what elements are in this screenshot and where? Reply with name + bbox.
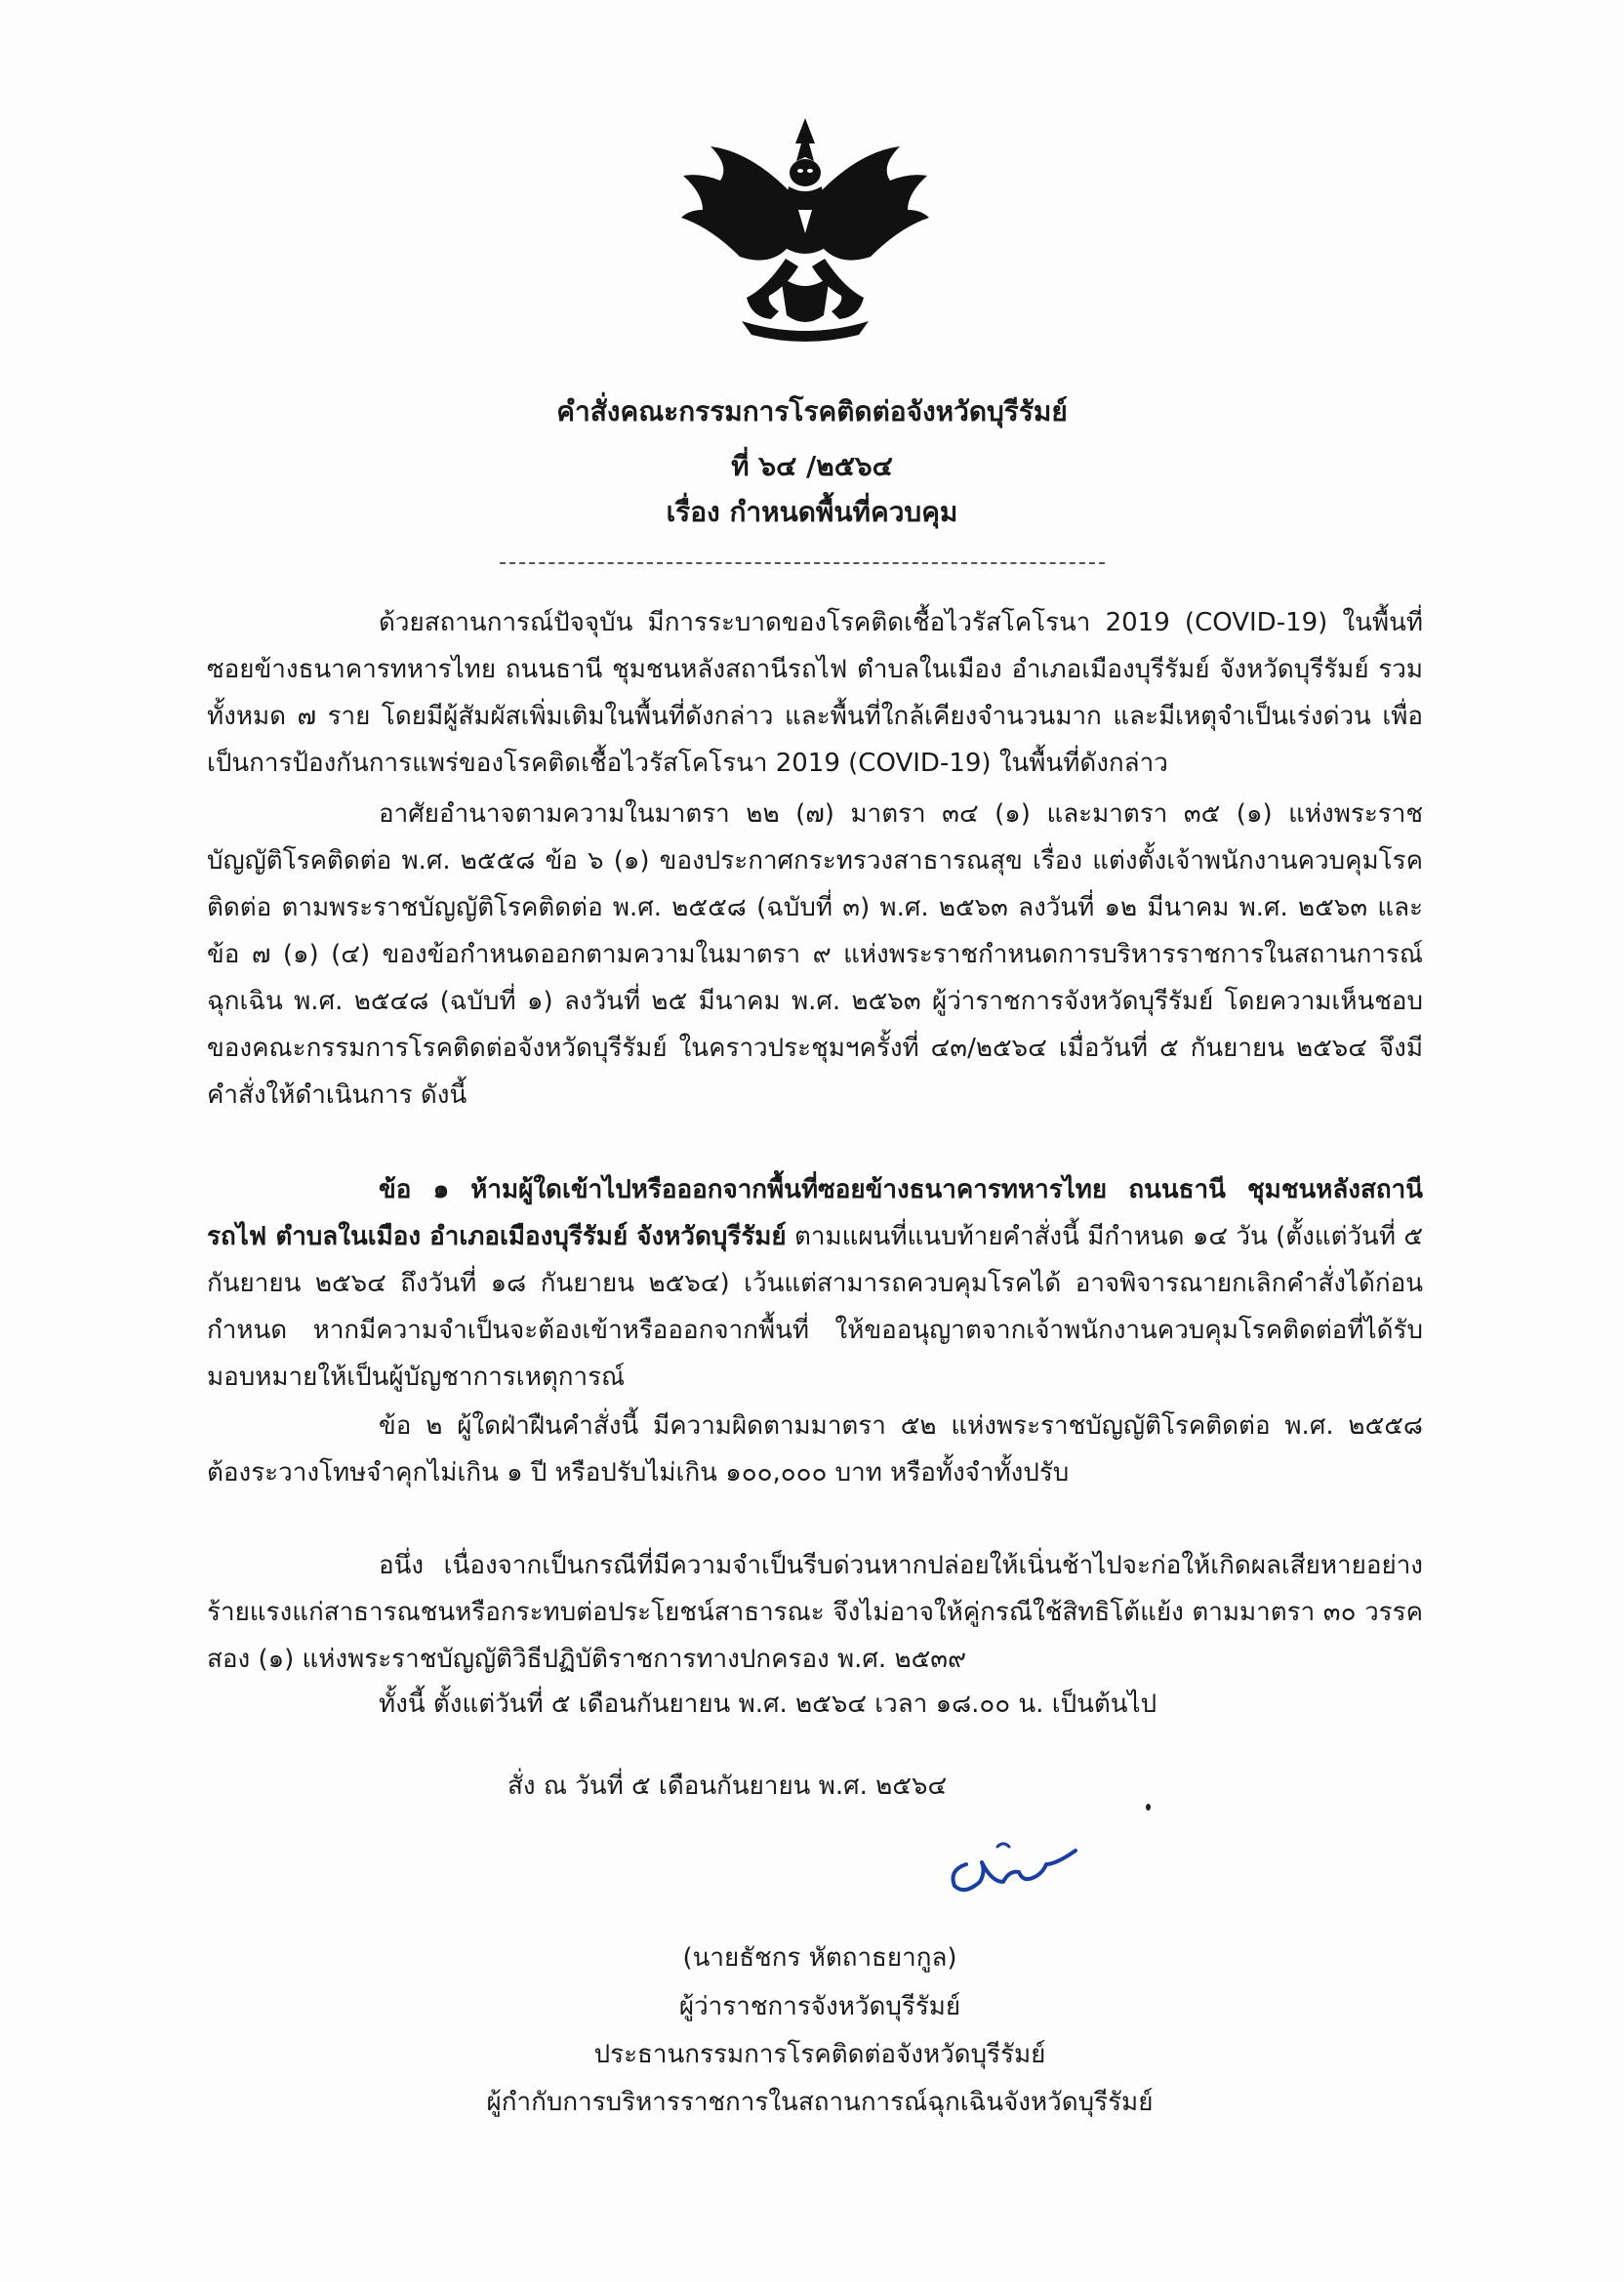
signatory-name: (นายธัชกร หัตถาธยากูล): [682, 1943, 957, 1973]
paragraph-situation: ด้วยสถานการณ์ปัจจุบัน มีการระบาดของโรคติดเชื้อไวรัสโคโรนา 2019 (COVID-19) ในพื้นที่ ซอยข้างธนาคารทหารไทย ถนนธานี ชุมชนหลังสถานีรถไฟ ตำบลในเมือง อำเภอเมืองบุรีรัมย์ จังหวัดบุรีรัมย์ รวมทั้งหมด ๗ ราย โดยมีผู้สัมผัสเพิ่มเติมในพื้นที่ดังกล่าว และพื้นที่ใกล้เคียงจำนวนมาก และมีเหตุจำเป็นเร่งด่วน เพื่อเป็นการป้องกันการแพร่ของโรคติดเชื้อไวรัสโคโรนา 2019 (COVID-19) ในพื้นที่ดังกล่าว: [207, 608, 1423, 778]
clause-1-bold-text: ข้อ ๑ ห้ามผู้ใดเข้าไปหรือออกจากพื้นที่ซอยข้างธนาคารทหารไทย ถนนธานี ชุมชนหลังสถานีรถไฟ ตำบลในเมือง อำเภอเมืองบุรีรัมย์ จังหวัดบุรีรัมย์: [207, 1175, 1423, 1251]
issue-date: สั่ง ณ วันที่ ๕ เดือนกันยายน พ.ศ. ๒๕๖๔: [508, 1772, 948, 1801]
signatory-position-governor: ผู้ว่าราชการจังหวัดบุรีรัมย์: [678, 1992, 961, 2021]
order-title: คำสั่งคณะกรรมการโรคติดต่อจังหวัดบุรีรัมย์: [556, 395, 1068, 428]
paragraph-effective-date: ทั้งนี้ ตั้งแต่วันที่ ๕ เดือนกันยายน พ.ศ. ๒๕๖๔ เวลา ๑๘.๐๐ น. เป็นต้นไป: [379, 1690, 1157, 1719]
paragraph-clause-2: ข้อ ๒ ผู้ใดฝ่าฝืนคำสั่งนี้ มีความผิดตามมาตรา ๕๒ แห่งพระราชบัญญัติโรคติดต่อ พ.ศ. ๒๕๕๘ ต้องระวางโทษจำคุกไม่เกิน ๑ ปี หรือปรับไม่เกิน ๑๐๐,๐๐๐ บาท หรือทั้งจำทั้งปรับ: [207, 1411, 1423, 1487]
paragraph-legal-authority: อาศัยอำนาจตามความในมาตรา ๒๒ (๗) มาตรา ๓๔ (๑) และมาตรา ๓๕ (๑) แห่งพระราชบัญญัติโรคติดต่อ พ.ศ. ๒๕๕๘ ข้อ ๖ (๑) ของประกาศกระทรวงสาธารณสุข เรื่อง แต่งตั้งเจ้าพนักงานควบคุมโรคติดต่อ ตามพระราชบัญญัติโรคติดต่อ พ.ศ. ๒๕๕๘ (ฉบับที่ ๓) พ.ศ. ๒๕๖๓ ลงวันที่ ๑๒ มีนาคม พ.ศ. ๒๕๖๓ และข้อ ๗ (๑) (๔) ของข้อกำหนดออกตามความในมาตรา ๙ แห่งพระราชกำหนดการบริหารราชการในสถานการณ์ฉุกเฉิน พ.ศ. ๒๕๔๘ (ฉบับที่ ๑) ลงวันที่ ๒๕ มีนาคม พ.ศ. ๒๕๖๓ ผู้ว่าราชการจังหวัดบุรีรัมย์ โดยความเห็นชอบของคณะกรรมการโรคติดต่อจังหวัดบุรีรัมย์ ในคราวประชุมฯครั้งที่ ๔๓/๒๕๖๔ เมื่อวันที่ ๕ กันยายน ๒๕๖๔ จึงมีคำสั่งให้ดำเนินการ ดังนี้: [207, 799, 1423, 1110]
handwritten-signature: [937, 1835, 1103, 1903]
order-subject: เรื่อง กำหนดพื้นที่ควบคุม: [666, 496, 958, 528]
ink-mark: [1146, 1804, 1151, 1811]
clause-1-text: ตามแผนที่แนบท้ายคำสั่งนี้ มีกำหนด ๑๔ วัน (ตั้งแต่วันที่ ๕ กันยายน ๒๕๖๔ ถึงวันที่ ๑๘ กันยายน ๒๕๖๔) เว้นแต่สามารถควบคุมโรคได้ อาจพิจารณายกเลิกคำสั่งได้ก่อนกำหนด หากมีความจำเป็นจะต้องเข้าหรือออกจากพื้นที่ ให้ขออนุญาตจากเจ้าพนักงานควบคุมโรคติดต่อที่ได้รับมอบหมายให้เป็นผู้บัญชาการเหตุการณ์: [207, 1222, 1423, 1392]
separator-rule: [500, 562, 1105, 564]
paragraph-clause-1: [207, 1166, 1423, 1401]
paragraph-urgency: อนึ่ง เนื่องจากเป็นกรณีที่มีความจำเป็นรีบด่วนหากปล่อยให้เนิ่นช้าไปจะก่อให้เกิดผลเสียหายอย่างร้ายแรงแก่สาธารณชนหรือกระทบต่อประโยชน์สาธารณะ จึงไม่อาจให้คู่กรณีใช้สิทธิโต้แย้ง ตามมาตรา ๓๐ วรรคสอง (๑) แห่งพระราชบัญญัติวิธีปฏิบัติราชการทางปกครอง พ.ศ. ๒๕๓๙: [207, 1551, 1423, 1674]
signatory-position-director: ผู้กำกับการบริหารราชการในสถานการณ์ฉุกเฉินจังหวัดบุรีรัมย์: [486, 2088, 1154, 2117]
order-number: ที่ ๖๔ /๒๕๖๔: [731, 450, 893, 482]
signatory-position-chairman: ประธานกรรมการโรคติดต่อจังหวัดบุรีรัมย์: [593, 2040, 1046, 2069]
garuda-emblem-icon: [673, 112, 937, 376]
